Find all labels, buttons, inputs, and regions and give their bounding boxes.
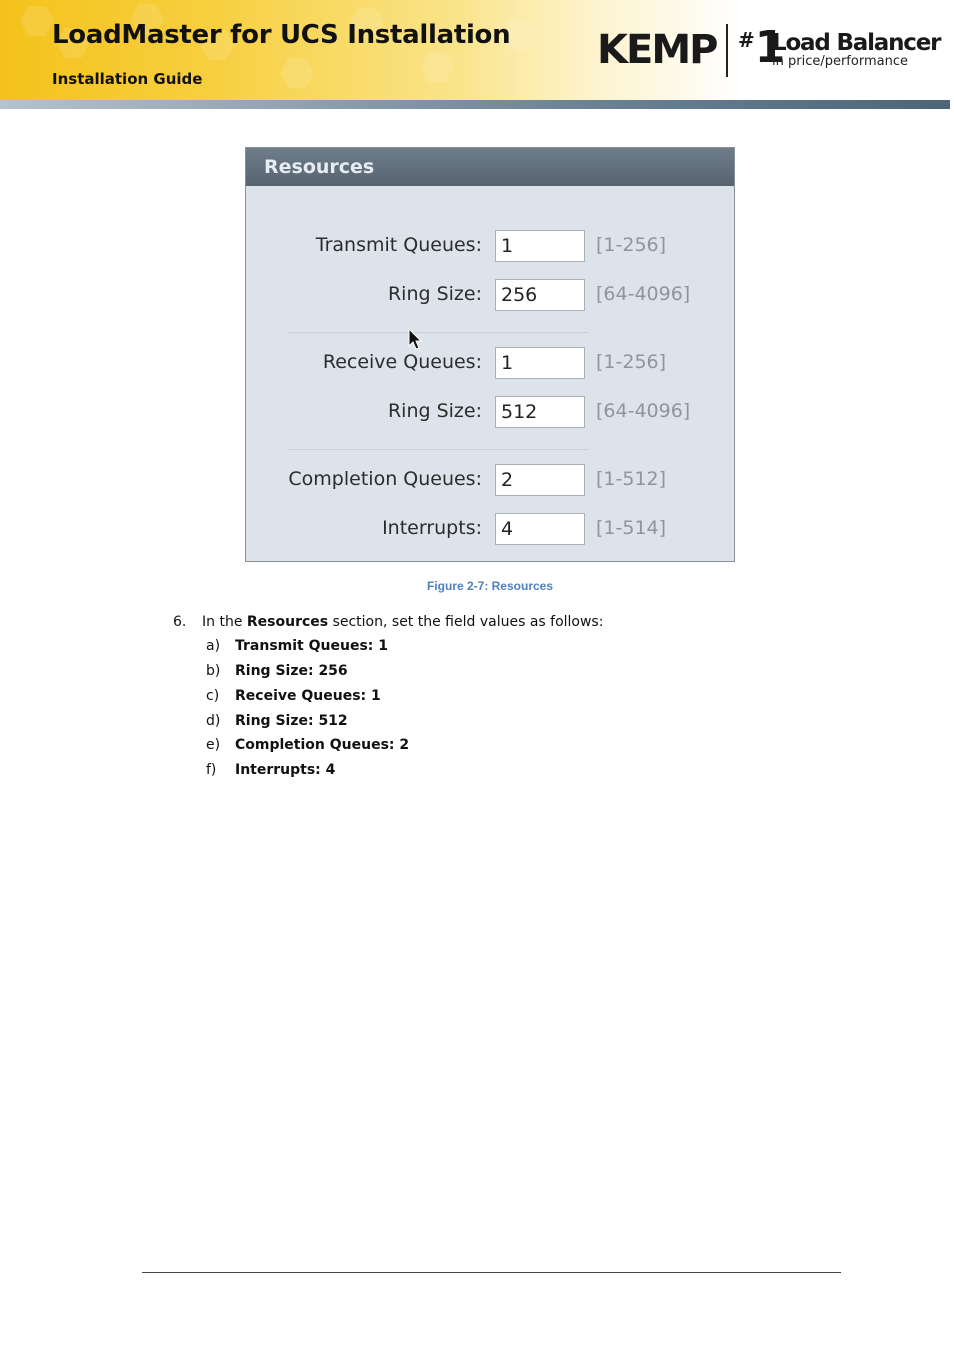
field-range: [64-4096] [596,283,691,305]
list-item-letter: c) [206,688,220,704]
hex-decoration [280,58,314,88]
hex-decoration [420,52,454,82]
transmit-ring-size-row [246,279,734,313]
field-range: [1-512] [596,468,667,490]
field-range: [1-256] [596,234,667,256]
field-label: Ring Size: [387,283,482,305]
rank-hash: # [738,28,755,52]
footer-rule [142,1272,841,1273]
list-item [206,737,409,753]
transmit-queues-row [246,230,734,264]
interrupts-row [246,513,734,547]
list-item-letter: f) [206,762,217,778]
page-header [0,0,950,100]
step-text-suffix: section, set the field values as follows: [328,614,604,630]
section-separator [288,332,588,333]
field-label: Ring Size: [387,400,482,422]
logo-subtagline: in price/performance [772,54,908,69]
list-item-letter: e) [206,737,221,753]
section-separator [288,449,588,450]
list-item-letter: d) [206,713,221,729]
list-item-text: Completion Queues: 2 [235,737,410,753]
list-item-text: Ring Size: 512 [235,713,348,729]
hex-decoration [20,6,54,36]
step-number: 6. [173,614,187,630]
list-item-text: Receive Queues: 1 [235,688,381,704]
step-text-bold: Resources [246,614,329,630]
list-item-text: Transmit Queues: 1 [235,638,388,654]
figure-caption: Figure 2-7: Resources [426,579,554,593]
logo-tagline: Load Balancer [772,30,941,56]
logo-divider [726,24,728,77]
transmit-queues-input[interactable]: 1 [495,230,585,262]
receive-ring-size-row [246,396,734,430]
list-item [206,688,381,704]
list-item-text: Interrupts: 4 [235,762,336,778]
field-range: [64-4096] [596,400,691,422]
field-label: Completion Queues: [288,468,482,490]
resources-panel-header [246,148,734,186]
interrupts-input[interactable]: 4 [495,513,585,545]
field-label: Receive Queues: [322,351,482,373]
list-item [206,713,348,729]
rank-number: 1 [754,22,786,73]
list-item [206,638,388,654]
field-label: Interrupts: [382,517,482,539]
step-paragraph [173,614,603,630]
transmit-ring-size-input[interactable]: 256 [495,279,585,311]
document-subtitle: Installation Guide [52,70,203,88]
field-range: [1-256] [596,351,667,373]
receive-ring-size-input[interactable]: 512 [495,396,585,428]
field-label: Transmit Queues: [315,234,482,256]
list-item-letter: a) [206,638,221,654]
resources-figure [245,147,735,562]
field-range: [1-514] [596,517,667,539]
header-divider-bar [0,100,950,109]
list-item [206,663,348,679]
list-item-text: Ring Size: 256 [235,663,348,679]
completion-queues-input[interactable]: 2 [495,464,585,496]
list-item-letter: b) [206,663,221,679]
document-title: LoadMaster for UCS Installation [52,20,511,50]
resources-panel-title: Resources [264,156,375,178]
receive-queues-input[interactable]: 1 [495,347,585,379]
receive-queues-row [246,347,734,381]
completion-queues-row [246,464,734,498]
step-text-prefix: In the [202,614,247,630]
kemp-logo: KEMP [597,27,717,73]
list-item [206,762,335,778]
